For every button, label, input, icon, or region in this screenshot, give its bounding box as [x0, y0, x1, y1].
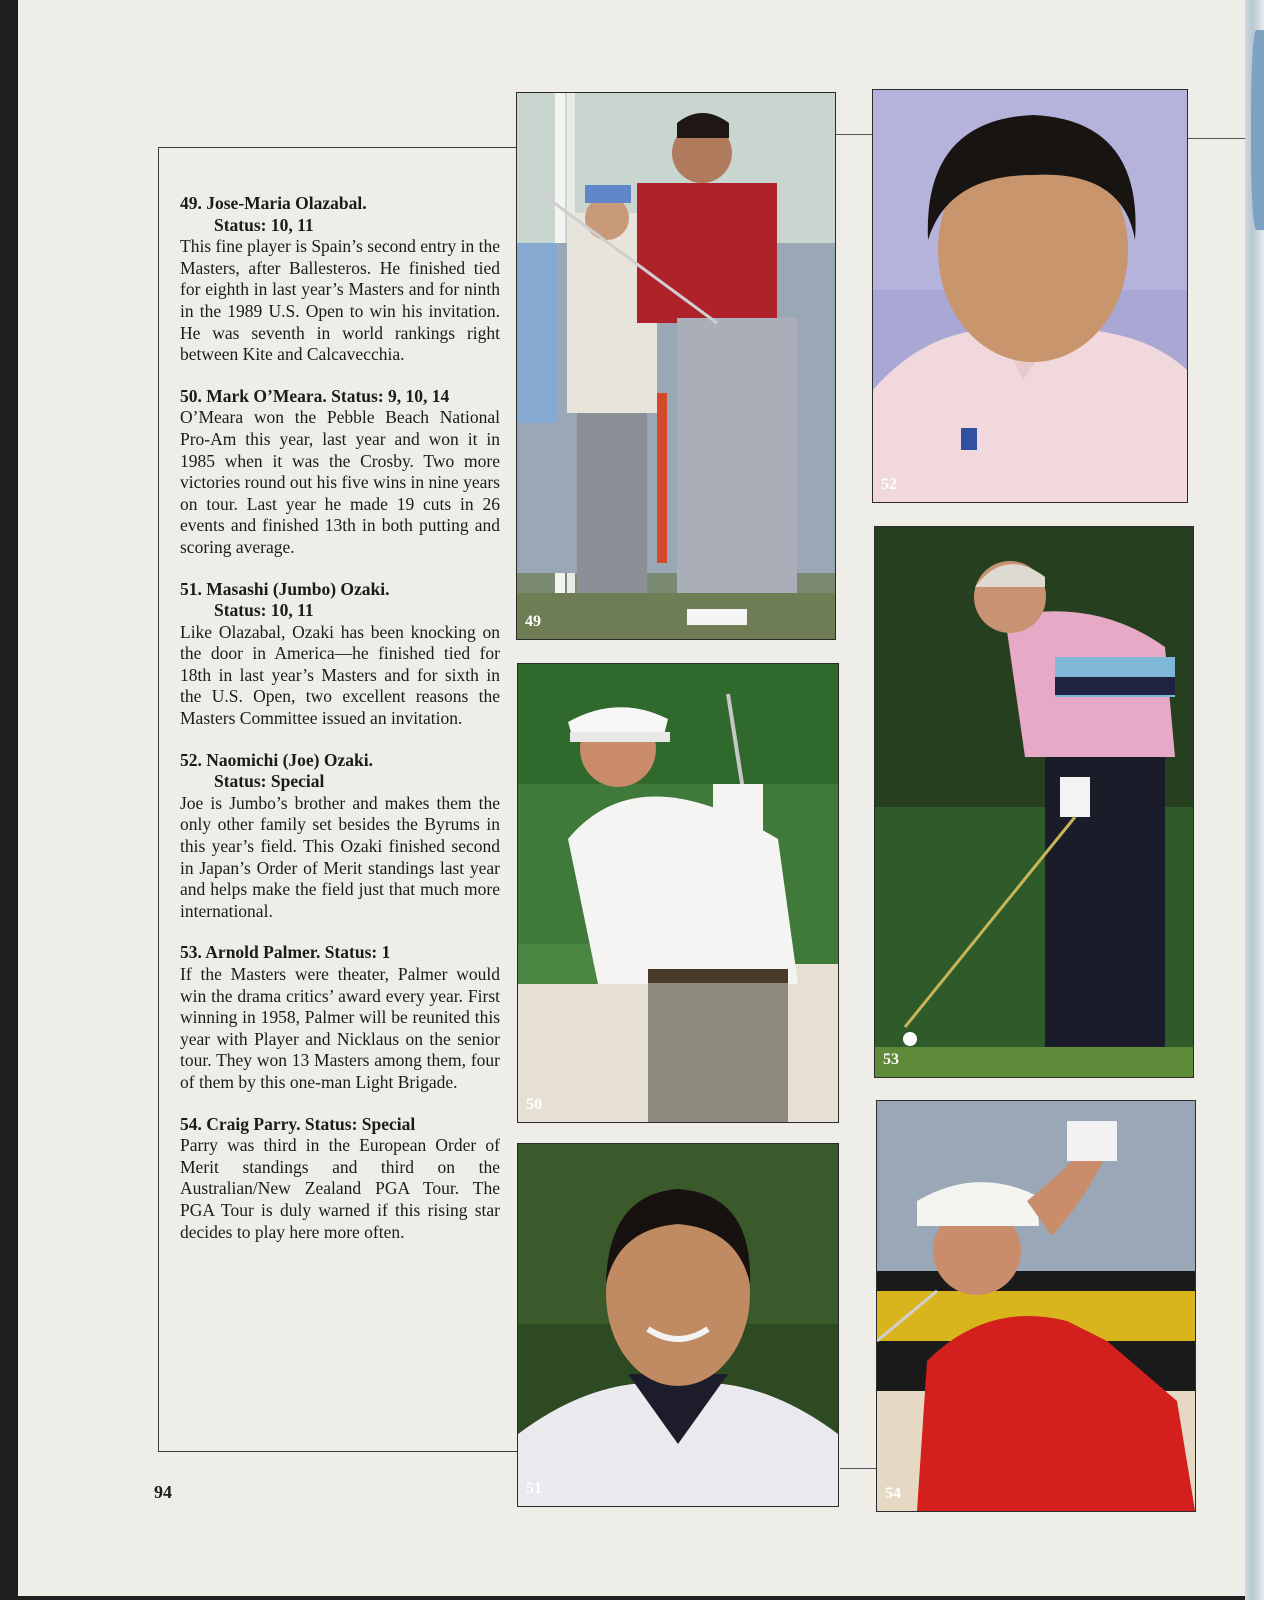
photo-joe-ozaki — [872, 89, 1188, 503]
photo-jumbo-ozaki-image — [518, 1144, 838, 1506]
photo-number: 54 — [885, 1485, 901, 1502]
entry-53 — [180, 942, 500, 1093]
photo-omeara — [517, 663, 839, 1123]
next-page-edge — [1245, 0, 1264, 1600]
entry-49 — [180, 193, 500, 366]
photo-palmer-image — [875, 527, 1193, 1077]
entry-52 — [180, 750, 500, 923]
entry-body: Like Olazabal, Ozaki has been knocking on the door in America—he finished tied for 18th in last year’s Masters and for sixth in the U.S. Open, two excellent reasons the Masters Committee issued an invitation. — [180, 621, 500, 729]
entry-51 — [180, 579, 500, 730]
entry-heading: 51. Masashi (Jumbo) Ozaki. — [180, 578, 390, 599]
entry-body: If the Masters were theater, Palmer would win the drama critics’ award every year. First winning in 1958, Palmer will be reunited this year with Player and Nicklaus on the senior tour. They won 13 Masters among them, four of them by this one-man Light Brigade. — [180, 964, 500, 1092]
photo-number: 50 — [526, 1096, 542, 1113]
entry-heading: 50. Mark O’Meara. Status: 9, 10, 14 — [180, 385, 450, 406]
photo-olazabal-image — [517, 93, 835, 639]
photo-jumbo-ozaki — [517, 1143, 839, 1507]
photo-joe-ozaki-image — [873, 90, 1187, 502]
entry-status: Status: Special — [214, 771, 325, 792]
magazine-page — [18, 0, 1252, 1596]
photo-number: 53 — [883, 1051, 899, 1068]
page-number: 94 — [154, 1482, 172, 1502]
photo-omeara-image — [518, 664, 838, 1122]
entry-status: Status: 10, 11 — [214, 214, 314, 235]
entry-54 — [180, 1114, 500, 1244]
article-text — [180, 193, 500, 1263]
entry-body: Parry was third in the European Order of Merit standings and third on the Australian/New Zealand PGA Tour. The PGA Tour is duly warned if this rising star decides to play here more often. — [180, 1135, 500, 1242]
entry-50 — [180, 386, 500, 559]
entry-heading: 49. Jose-Maria Olazabal. — [180, 193, 367, 213]
entry-heading: 53. Arnold Palmer. Status: 1 — [180, 942, 391, 963]
photo-parry-image — [877, 1101, 1195, 1511]
entry-heading: 52. Naomichi (Joe) Ozaki. — [180, 749, 373, 770]
photo-olazabal — [516, 92, 836, 640]
photo-number: 51 — [526, 1480, 542, 1497]
entry-heading: 54. Craig Parry. Status: Special — [180, 1113, 416, 1134]
photo-number: 49 — [525, 613, 541, 630]
photo-parry — [876, 1100, 1196, 1512]
photo-number: 52 — [881, 476, 897, 493]
frame-rule — [836, 134, 876, 135]
entry-status: Status: 10, 11 — [214, 600, 314, 621]
entry-body: Joe is Jumbo’s brother and makes them the only other family set besides the Byrums in this year’s field. This Ozaki finished second in Japan’s Order of Merit standings last year and helps make the field just that much more international. — [180, 792, 500, 921]
entry-body: This fine player is Spain’s second entry in the Masters, after Ballesteros. He finished tied for eighth in last year’s Masters and for ninth in the 1989 U.S. Open to win his invitation. He was seventh in world rankings right between Kite and Calcavecchia. — [180, 236, 500, 365]
entry-body: O’Meara won the Pebble Beach National Pro-Am this year, last year and won it in 1985 when it was the Crosby. Two more victories round out his five wins in nine years on tour. Last year he made 19 cuts in 26 events and finished 13th in both putting and scoring average. — [180, 407, 500, 557]
photo-palmer — [874, 526, 1194, 1078]
